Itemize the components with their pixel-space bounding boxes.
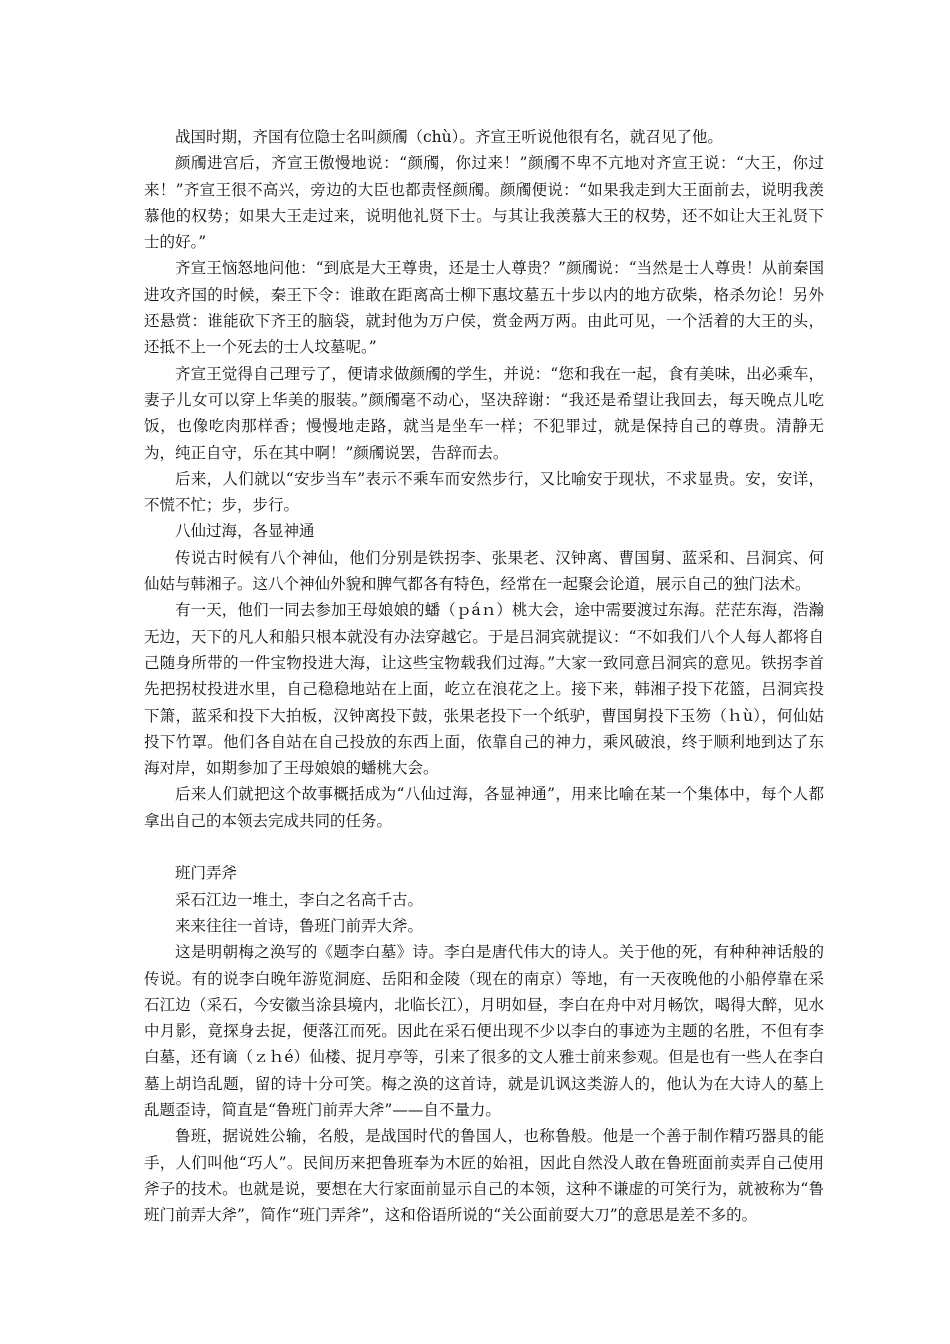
poem-line-2: 来来往往一首诗，鲁班门前弄大斧。 [175,916,424,935]
paragraph-king-asks: 齐宣王恼怒地问他：“到底是大王尊贵，还是士人尊贵？”颜斶说：“当然是士人尊贵！从前秦国进攻齐国的时候，秦王下令：谁敢在距离高士柳下惠坟墓五十步以内的地方砍柴，格杀勿论！另外还悬赏：谁能砍下齐王的脑袋，就封他为万户侯，赏金两万两。由此可见，一个活着的大王的头，还抵不上一个死去的士人坟墓呢。” [144,259,824,357]
blank-line [144,834,824,860]
poem-line-1: 采石江边一堆土，李白之名高千古。 [175,890,424,909]
paragraph-yanchu-intro: 战国时期，齐国有位隐士名叫颜斶（chù）。齐宣王听说他很有名，就召见了他。 [175,128,723,146]
paragraph-baxian-meaning: 后来人们就把这个故事概括成为“八仙过海，各显神通”，用来比喻在某一个集体中，每个人都拿出自己的本领去完成共同的任务。 [144,785,824,830]
paragraph-king-offers: 齐宣王觉得自己理亏了，便请求做颜斶的学生，并说：“您和我在一起，食有美味，出必乘车，妻子儿女可以穿上华美的服装。”颜斶毫不动心，坚决辞谢：“我还是希望让我回去，每天晚点儿吃饭，也像吃肉那样香；慢慢地走路，就当是坐车一样；不犯罪过，就是保持自己的尊贵。清静无为，纯正自守，乐在其中啊！”颜斶说罢，告辞而去。 [144,364,824,462]
heading-banmen: 班门弄斧 [175,864,238,883]
paragraph-libai-tomb: 这是明朝梅之涣写的《题李白墓》诗。李白是唐代伟大的诗人。关于他的死，有种种神话般的传说。有的说李白晚年游览洞庭、岳阳和金陵（现在的南京）等地，有一天夜晚他的小船停靠在采石江边（采石，今安徽当涂县境内，北临长江），月明如昼，李白在舟中对月畅饮，喝得大醉，见水中月影，竟探身去捉，便落江而死。因此在采石便出现不少以李白的事迹为主题的名胜，不但有李白墓，还有谪（ｚｈé）仙楼、捉月亭等，引来了很多的文人雅士前来参观。但是也有一些人在李白墓上胡诌乱题，留的诗十分可笑。梅之涣的这首诗，就是讥讽这类游人的，他认为在大诗人的墓上乱题歪诗，简直是“鲁班门前弄大斧”——自不量力。 [144,943,824,1119]
paragraph-yanchu-enters: 颜斶进宫后，齐宣王傲慢地说：“颜斶，你过来！”颜斶不卑不亢地对齐宣王说：“大王，你过来！”齐宣王很不高兴，旁边的大臣也都责怪颜斶。颜斶便说：“如果我走到大王面前去，说明我羡慕他的权势；如果大王走过来，说明他礼贤下士。与其让我羡慕大王的权势，还不如让大王礼贤下士的好。” [144,154,824,252]
paragraph-luban: 鲁班，据说姓公输，名般，是战国时代的鲁国人，也称鲁般。他是一个善于制作精巧器具的能手，人们叫他“巧人”。民间历来把鲁班奉为木匠的始祖，因此自然没人敢在鲁班面前卖弄自己使用斧子的技术。也就是说，要想在大行家面前显示自己的本领，这种不谦虚的可笑行为，就被称为“鲁班门前弄大斧”，简作“班门弄斧”，这和俗语所说的“关公面前耍大刀”的意思是差不多的。 [144,1127,824,1225]
paragraph-anbu-meaning: 后来，人们就以“安步当车”表示不乘车而安然步行，又比喻安于现状，不求显贵。安，安详，不慌不忙；步，步行。 [144,469,824,515]
paragraph-crossing-sea: 有一天，他们一同去参加王母娘娘的蟠（ｐáｎ）桃大会，途中需要渡过东海。茫茫东海，浩瀚无边，天下的凡人和船只根本就没有办法穿越它。于是吕洞宾就提议：“不如我们八个人每人都将自己随身所带的一件宝物投进大海，让这些宝物载我们过海。”大家一致同意吕洞宾的意见。铁拐李首先把拐杖投进水里，自己稳稳地站在上面，屹立在浪花之上。接下来，韩湘子投下花篮，吕洞宾投下箫，蓝采和投下大拍板，汉钟离投下鼓，张果老投下一个纸驴，曹国舅投下玉笏（ｈù），何仙姑投下竹罩。他们各自站在自己投放的东西上面，依靠自己的神力，乘风破浪，终于顺利地到达了东海对岸，如期参加了王母娘娘的蟠桃大会。 [144,601,824,778]
paragraph-eight-immortals: 传说古时候有八个神仙，他们分别是铁拐李、张果老、汉钟离、曹国舅、蓝采和、吕洞宾、何仙姑与韩湘子。这八个神仙外貌和脾气都各有特色，经常在一起聚会论道，展示自己的独门法术。 [144,548,824,594]
document-body [144,124,824,1228]
heading-baxian: 八仙过海，各显神通 [175,522,315,541]
